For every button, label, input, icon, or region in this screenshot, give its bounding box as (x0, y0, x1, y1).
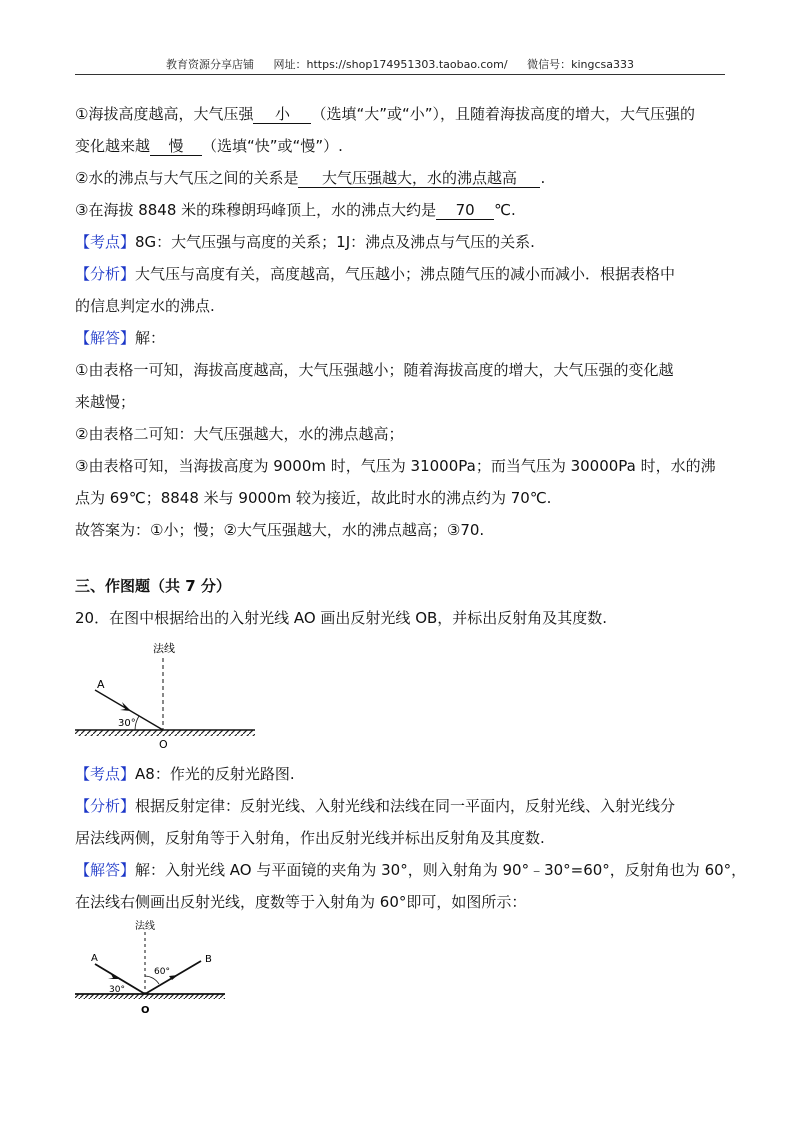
q19-answer-5: 点为 69℃；8848 米与 9000m 较为接近，故此时水的沸点约为 70℃. (75, 489, 552, 507)
q19-line1 (75, 104, 695, 124)
q19-l1-text: ①海拔高度越高，大气压强 (75, 105, 254, 123)
answer-blank-4: 70 (436, 201, 494, 220)
q19-answer-2: 来越慢； (75, 393, 136, 411)
normal-label: 法线 (153, 642, 175, 655)
fenxi-text: 大气压与高度有关，高度越高，气压越小；沸点随气压的减小而减小．根据表格中 (135, 265, 676, 283)
q19-l2-text-b: （选填“快”或“慢”）. (202, 137, 343, 155)
answer-blank-3: 大气压强越大，水的沸点越高 (298, 169, 540, 188)
q19-line2 (75, 136, 343, 156)
header-shop: 教育资源分享店铺 (166, 58, 254, 71)
answer-blank-2: 慢 (150, 137, 202, 156)
angle-arc (145, 976, 159, 984)
q19-line4 (75, 200, 516, 220)
q19-fenxi (75, 264, 675, 284)
jieda-text: 解：入射光线 AO 与平面镜的夹角为 30°，则入射角为 90°﹣30°=60°，反射角也为 60°， (135, 861, 747, 879)
q19-l3-text: ②水的沸点与大气压之间的关系是 (75, 169, 299, 187)
arrow-icon (120, 702, 131, 711)
page-header (75, 56, 725, 72)
header-wechat: 微信号：kingcsa333 (527, 58, 634, 71)
kaodian-text: A8：作光的反射光路图. (135, 765, 295, 783)
normal-label: 法线 (135, 921, 155, 932)
jieda-tag: 【解答】 (75, 329, 136, 347)
q19-l3-text-b: . (540, 169, 546, 187)
q19-answer-6: 故答案为：①小；慢；②大气压强越大，水的沸点越高；③70. (75, 521, 485, 539)
jieda-tag: 【解答】 (75, 861, 136, 879)
kaodian-tag: 【考点】 (75, 765, 136, 783)
fenxi-tag: 【分析】 (75, 797, 136, 815)
point-o-label: O (159, 738, 168, 751)
q20-jieda (75, 860, 746, 880)
q20-kaodian (75, 764, 295, 784)
q19-l4-text: ③在海拔 8848 米的珠穆朗玛峰顶上，水的沸点大约是 (75, 201, 437, 219)
q19-jieda (75, 328, 165, 348)
section-title: 三、作图题（共 7 分） (75, 577, 231, 595)
q20-stem: 20．在图中根据给出的入射光线 AO 画出反射光线 OB，并标出反射角及其度数. (75, 609, 608, 627)
q20-jieda-2: 在法线右侧画出反射光线，度数等于入射角为 60°即可，如图所示： (75, 893, 527, 911)
q19-answer-4: ③由表格可知，当海拔高度为 9000m 时，气压为 31000Pa；而当气压为 30000Pa 时，水的沸 (75, 457, 716, 475)
mirror-hatch (75, 730, 255, 736)
point-b-label: B (205, 954, 212, 965)
reflection-angle-label: 60° (154, 967, 170, 977)
q19-fenxi-2: 的信息判定水的沸点. (75, 297, 215, 315)
q19-answer-1: ①由表格一可知，海拔高度越高，大气压强越小；随着海拔高度的增大，大气压强的变化越 (75, 361, 674, 379)
jieda-text: 解： (135, 329, 166, 347)
fenxi-tag: 【分析】 (75, 265, 136, 283)
q19-l4-text-b: ℃. (494, 201, 516, 219)
q20-fenxi-2: 居法线两侧，反射角等于入射角，作出反射光线并标出反射角及其度数. (75, 829, 545, 847)
fenxi-text: 根据反射定律：反射光线、入射光线和法线在同一平面内，反射光线、入射光线分 (135, 797, 676, 815)
header-url[interactable]: 网址：https://shop174951303.taobao.com/ (273, 58, 508, 71)
q19-l1-text-b: （选填“大”或“小”），且随着海拔高度的增大，大气压强的 (311, 105, 696, 123)
kaodian-tag: 【考点】 (75, 233, 136, 251)
answer-blank-1: 小 (253, 105, 311, 124)
q19-answer-3: ②由表格二可知：大气压强越大，水的沸点越高； (75, 425, 404, 443)
reflection-figure (75, 918, 235, 1023)
q19-kaodian (75, 232, 535, 252)
kaodian-text: 8G：大气压强与高度的关系；1J：沸点及沸点与气压的关系. (135, 233, 535, 251)
point-a-label: A (97, 678, 105, 691)
q19-l2-text: 变化越来越 (75, 137, 151, 155)
q19-line3 (75, 168, 545, 188)
point-a-label: A (91, 953, 98, 964)
header-divider (75, 74, 725, 75)
incidence-angle-label: 30° (109, 985, 125, 995)
incident-ray-figure (75, 638, 265, 753)
q20-fenxi (75, 796, 675, 816)
point-o-label: O (141, 1005, 150, 1016)
angle-label: 30° (118, 718, 136, 729)
